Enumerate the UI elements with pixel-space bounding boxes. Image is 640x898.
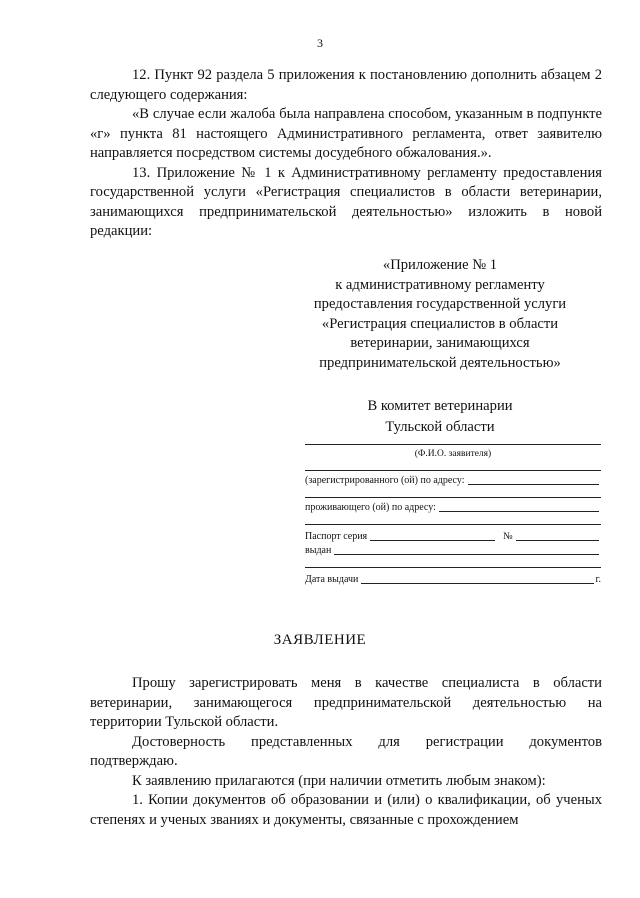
passport-row bbox=[305, 531, 601, 543]
paragraph-item-12: 12. Пункт 92 раздела 5 приложения к постановлению дополнить абзацем 2 следующего содержания: bbox=[90, 67, 602, 103]
appendix-line: ветеринарии, занимающихся bbox=[350, 335, 530, 352]
document-title: ЗАЯВЛЕНИЕ bbox=[273, 632, 367, 648]
passport-number-label: № bbox=[503, 531, 513, 542]
residing-address-field[interactable] bbox=[439, 510, 599, 512]
appendix-line: к административному регламенту bbox=[335, 276, 545, 293]
appendix-line: «Приложение № 1 bbox=[382, 257, 498, 273]
year-suffix: г. bbox=[595, 574, 601, 585]
top-text-block bbox=[90, 66, 602, 242]
passport-number-field[interactable] bbox=[516, 539, 599, 541]
recipient-line-committee: В комитет ветеринарии bbox=[367, 398, 513, 414]
quoted-amendment-paragraph: «В случае если жалоба была направлена способом, указанным в подпункте «г» пункта 81 настоящего Административного регламента, ответ заявителю направляется посредством системы досудебного обжалования.». bbox=[90, 106, 602, 161]
issue-date-row bbox=[305, 574, 601, 586]
attachment-item-1: 1. Копии документов об образовании и (или) о квалификации, об ученых степенях и ученых званиях и документы, связанные с прохождением bbox=[90, 792, 602, 828]
residing-address-label: проживающего (ой) по адресу: bbox=[305, 502, 436, 513]
authenticity-paragraph: Достоверность представленных для регистрации документов подтверждаю. bbox=[90, 733, 602, 769]
issued-field[interactable] bbox=[334, 553, 599, 555]
issued-row bbox=[305, 545, 601, 557]
appendix-line: предпринимательской деятельностью» bbox=[319, 354, 561, 371]
attachments-intro-paragraph: К заявлению прилагаются (при наличии отметить любым знаком): bbox=[132, 772, 546, 789]
issued-label: выдан bbox=[305, 545, 332, 556]
page-number: 3 bbox=[317, 36, 323, 50]
issue-date-field[interactable] bbox=[361, 582, 593, 584]
applicant-form bbox=[305, 436, 601, 586]
application-body bbox=[90, 674, 602, 830]
passport-series-label: Паспорт серия bbox=[305, 531, 368, 542]
appendix-line: предоставления государственной услуги bbox=[313, 296, 567, 313]
registered-address-row bbox=[305, 475, 601, 487]
issue-date-label: Дата выдачи bbox=[305, 574, 359, 585]
recipient-line-region: Тульской области bbox=[385, 419, 495, 435]
registered-address-label: (зарегистрированного (ой) по адресу: bbox=[305, 475, 465, 486]
appendix-header bbox=[305, 256, 575, 374]
passport-series-field[interactable] bbox=[370, 539, 495, 541]
paragraph-item-13: 13. Приложение № 1 к Административному регламенту предоставления государственной услуги «Регистрация специалистов в области ветеринарии, занимающихся предпринимательской деятельностью» изложить в новой редакции: bbox=[90, 164, 602, 239]
fio-field-line[interactable] bbox=[305, 444, 601, 445]
registered-address-field[interactable] bbox=[468, 483, 599, 485]
residing-address-row bbox=[305, 502, 601, 514]
recipient-block bbox=[305, 396, 575, 438]
application-request-paragraph: Прошу зарегистрировать меня в качестве специалиста в области ветеринарии, занимающегося предпринимательской деятельностью на территории Тульской области. bbox=[90, 675, 602, 730]
fio-caption: (Ф.И.О. заявителя) bbox=[414, 449, 492, 459]
appendix-line: «Регистрация специалистов в области bbox=[321, 315, 559, 332]
